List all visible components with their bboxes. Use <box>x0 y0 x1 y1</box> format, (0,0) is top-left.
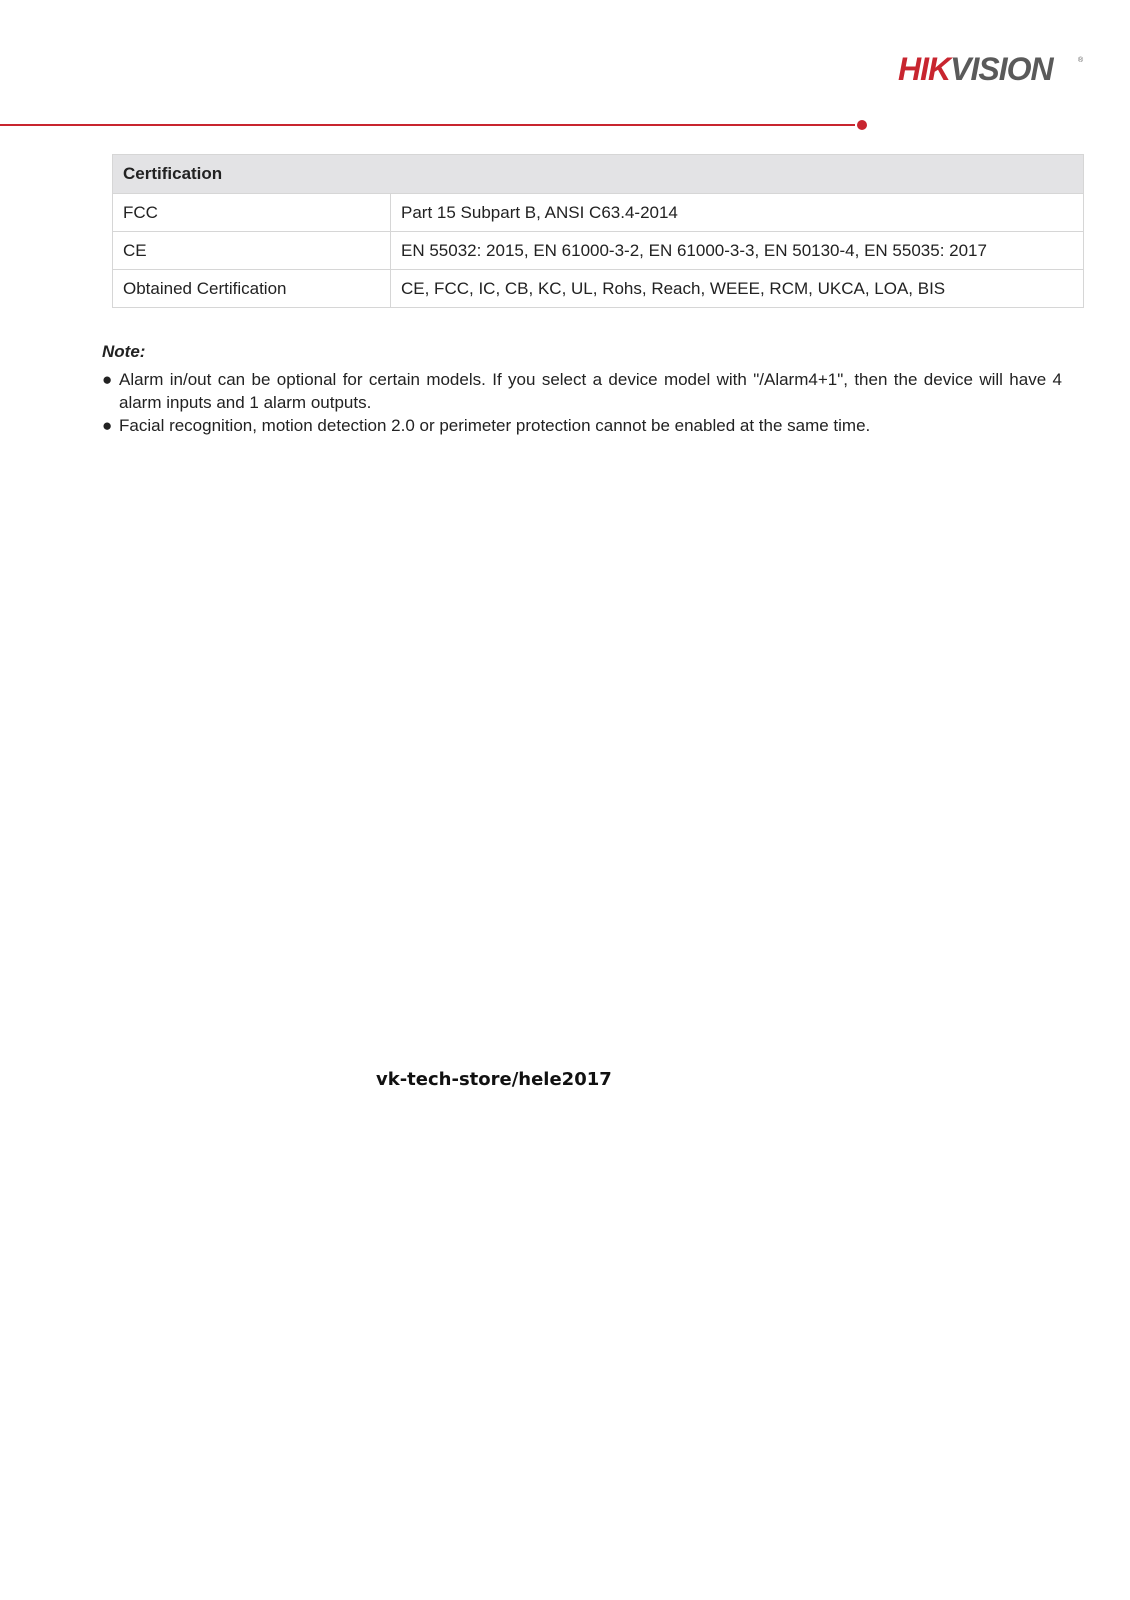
table-row <box>113 232 1084 270</box>
row-value: EN 55032: 2015, EN 61000-3-2, EN 61000-3-3, EN 50130-4, EN 55035: 2017 <box>391 232 1084 270</box>
list-item <box>102 414 1062 437</box>
list-item <box>102 368 1062 414</box>
note-title: Note: <box>102 342 146 361</box>
row-value: CE, FCC, IC, CB, KC, UL, Rohs, Reach, WEEE, RCM, UKCA, LOA, BIS <box>391 270 1084 308</box>
note-item-text: Alarm in/out can be optional for certain models. If you select a device model with "/Alarm4+1", then the device will have 4 alarm inputs and 1 alarm outputs. <box>119 370 1062 412</box>
row-key: FCC <box>113 194 391 232</box>
bullet-icon: ● <box>102 370 113 389</box>
row-key: Obtained Certification <box>113 270 391 308</box>
row-value: Part 15 Subpart B, ANSI C63.4-2014 <box>391 194 1084 232</box>
bullet-icon: ● <box>102 416 113 435</box>
table-row <box>113 270 1084 308</box>
logo-text: HIKVISION <box>898 51 1053 87</box>
certification-table <box>112 154 1084 308</box>
row-key: CE <box>113 232 391 270</box>
note-list <box>102 368 1062 437</box>
table-header: Certification <box>113 155 1084 194</box>
note-section <box>102 340 1062 437</box>
header-rule <box>0 124 855 126</box>
hikvision-logo <box>898 50 1088 90</box>
header-rule-dot <box>857 120 867 130</box>
table-row <box>113 194 1084 232</box>
registered-mark: ® <box>1078 57 1084 64</box>
table-header-row <box>113 155 1084 194</box>
note-item-text: Facial recognition, motion detection 2.0 or perimeter protection cannot be enabled at the same time. <box>119 416 871 435</box>
watermark-text: vk-tech-store/hele2017 <box>376 1069 612 1090</box>
